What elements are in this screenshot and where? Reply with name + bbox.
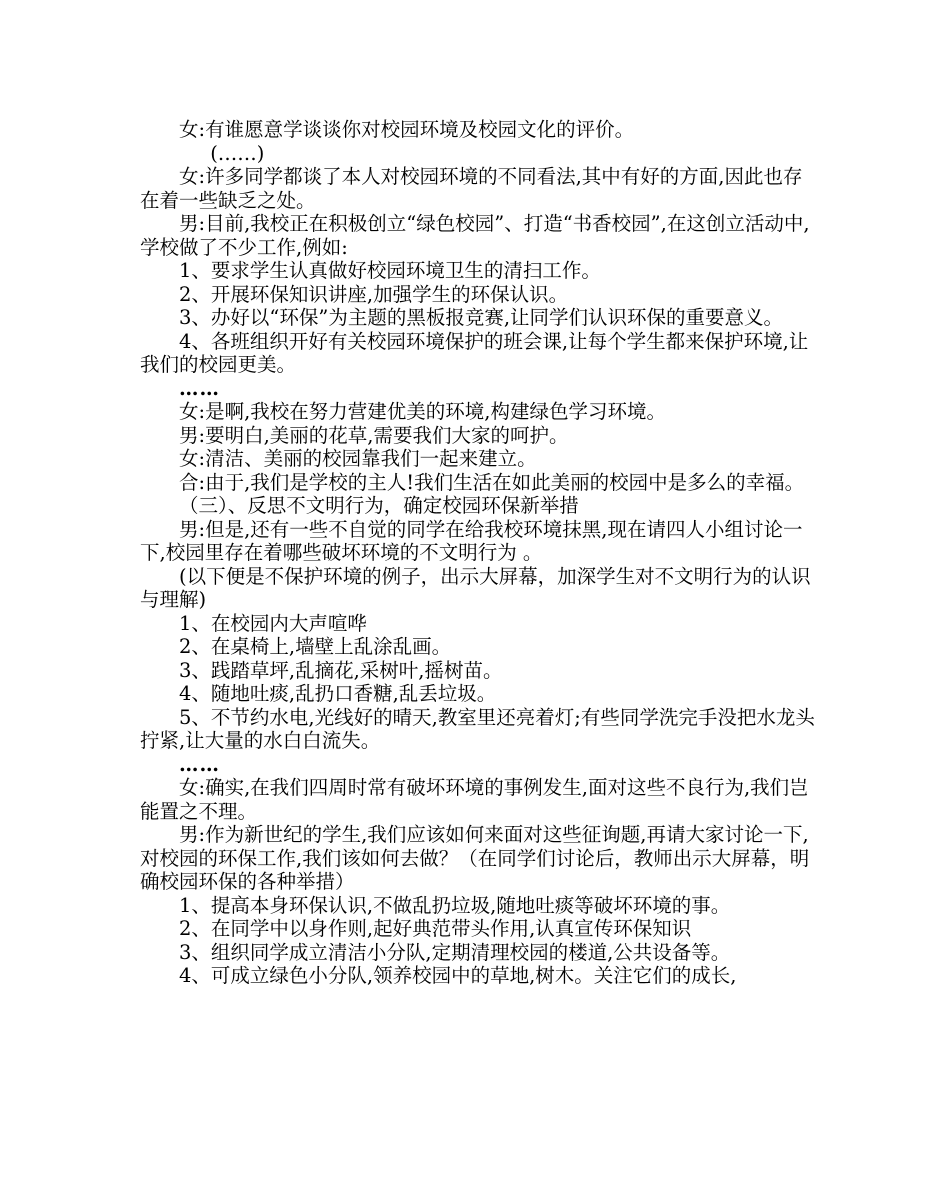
paragraph: 1、在校园内大声喧哗	[179, 611, 367, 635]
paragraph: 1、要求学生认真做好校园环境卫生的清扫工作。	[179, 259, 601, 282]
paragraph: 4、各班组织开好有关校园环境保护的班会课,让每个学生都来保护环境,让我们的校园更美。	[140, 329, 809, 376]
paragraph: 男:目前,我校正在积极创立“绿色校园”、打造“书香校园”,在这创立活动中,学校做了不少工作,例如:	[140, 212, 810, 259]
paragraph: 2、开展环保知识讲座,加强学生的环保认识。	[179, 282, 569, 306]
paragraph: 男:但是,还有一些不自觉的同学在给我校环境抹黑,现在请四人小组讨论一下,校园里存在着哪些破坏环境的不文明行为 。	[140, 517, 803, 564]
paragraph: 男:要明白,美丽的花草,需要我们大家的呵护。	[179, 423, 569, 447]
paragraph: 5、不节约水电,光线好的晴天,教室里还亮着灯;有些同学洗完手没把水龙头拧紧,让大量的水白白流失。	[140, 705, 815, 752]
paragraph: 3、践踏草坪,乱摘花,采树叶,摇树苗。	[179, 658, 503, 682]
paragraph: 女:许多同学都谈了本人对校园环境的不同看法,其中有好的方面,因此也存在着一些缺乏之处。	[140, 165, 803, 212]
ellipsis-line: ……	[179, 376, 220, 400]
paragraph: 女:清洁、美丽的校园靠我们一起来建立。	[179, 447, 537, 470]
document-body	[140, 118, 820, 988]
paragraph: 合:由于,我们是学校的主人!我们生活在如此美丽的校园中是多么的幸福。	[179, 470, 805, 494]
ellipsis-line: ……	[179, 752, 220, 776]
paragraph: 1、提高本身环保认识,不做乱扔垃圾,随地吐痰等破坏环境的事。	[179, 893, 731, 917]
paragraph: （三）、反思不文明行为，确定校园环保新举措	[179, 494, 579, 517]
paragraph: 女:是啊,我校在努力营建优美的环境,构建绿色学习环境。	[179, 400, 666, 423]
paragraph: 2、在桌椅上,墙壁上乱涂乱画。	[179, 635, 452, 658]
paragraph: 4、随地吐痰,乱扔口香糖,乱丢垃圾。	[179, 682, 497, 705]
ellipsis-line: (……)	[210, 141, 265, 165]
paragraph: 男:作为新世纪的学生,我们应该如何来面对这些征询题,再请大家讨论一下,对校园的环保工作,我们该如何去做？（在同学们讨论后，教师出示大屏幕，明确校园环保的各种举措）	[140, 823, 810, 893]
paragraph: 3、组织同学成立清洁小分队,定期清理校园的楼道,公共设备等。	[179, 940, 731, 964]
paragraph: 女:有谁愿意学谈谈你对校园环境及校园文化的评价。	[179, 118, 635, 141]
paragraph: 4、可成立绿色小分队,领养校园中的草地,树木。关注它们的成长,	[179, 964, 737, 987]
paragraph: 2、在同学中以身作则,起好典范带头作用,认真宣传环保知识	[179, 917, 692, 940]
paragraph: 3、办好以“环保”为主题的黑板报竞赛,让同学们认识环保的重要意义。	[179, 306, 784, 329]
paragraph: 女:确实,在我们四周时常有破坏环境的事例发生,面对这些不良行为,我们岂能置之不理。	[140, 776, 809, 823]
paragraph: (以下便是不保护环境的例子，出示大屏幕，加深学生对不文明行为的认识与理解)	[140, 564, 811, 611]
